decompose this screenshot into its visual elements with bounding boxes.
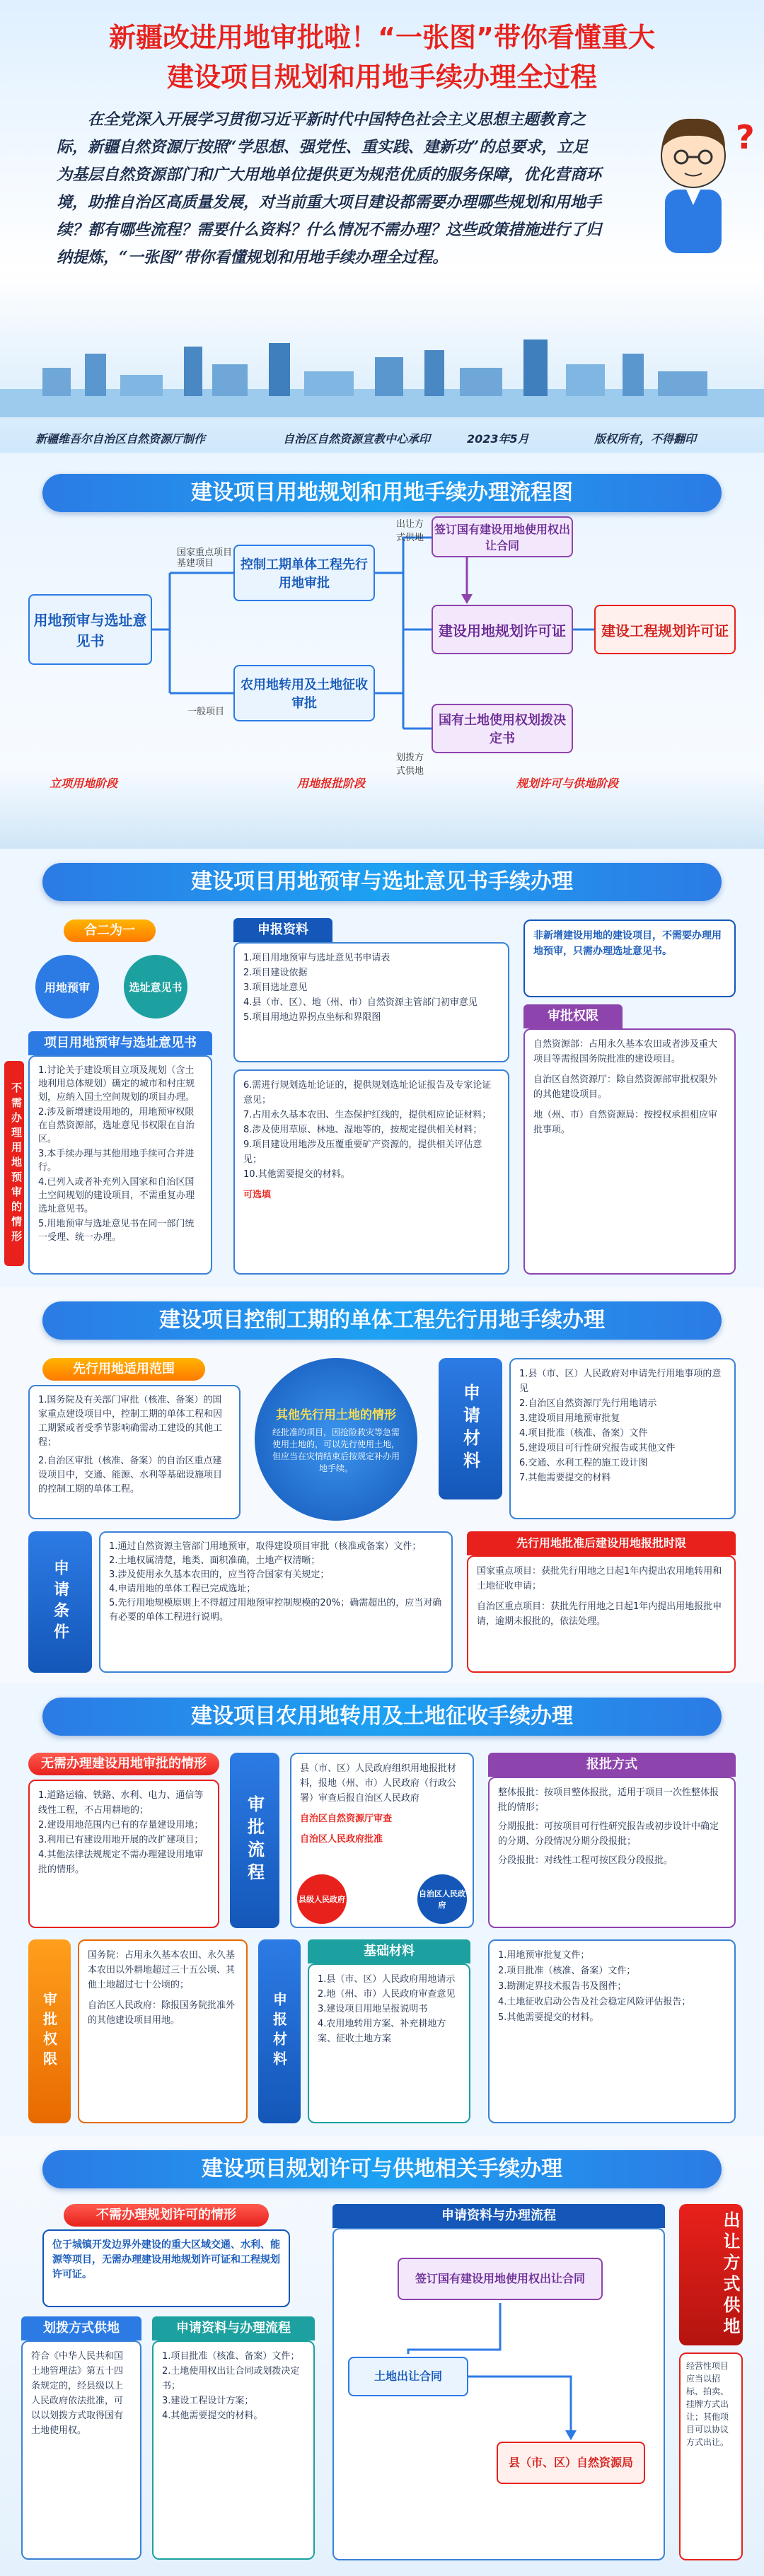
- sec3-basic-vertical: 申报材料: [258, 1939, 301, 2123]
- sec1-apply-line: 3.项目选址意见: [243, 982, 308, 993]
- sec4-sell-vertical: 出让方式供地: [679, 2204, 743, 2345]
- intro-text: 在全党深入开展学习贯彻习近平新时代中国特色社会主义思想主题教育之际，新疆自然资源厅按照“学思想、强党性、重实践、建新功”的总要求，立足为基层自然资源部门和广大用地单位提供更为规范优质的服务保障，优化营商环境，助推自治区高质量发展，对当前重大项目建设都需要办理哪些规划和用地手续？都有哪些流程？需要什么资料？什么情况不需办理？这些政策措施进行了归纳提炼，“一张图”带你看懂规划和用地手续办理全过程。: [57, 110, 602, 267]
- header-footer-bar: [0, 424, 764, 450]
- sec3-other-material-line: 2.项目批准（核准、备案）文件；: [498, 1966, 636, 1976]
- node-land-contract: 签订国有建设用地使用权出让合同: [432, 516, 573, 557]
- sec1-apply-box: [233, 942, 509, 1062]
- node-land-permit: 建设用地规划许可证: [432, 605, 573, 654]
- sec3-none-box: [28, 1780, 219, 1928]
- sec1-detail-box: [233, 1069, 509, 1275]
- sec3-circle-region: 自治区人民政府: [417, 1874, 467, 1924]
- sec1-box: [28, 1055, 212, 1275]
- sec4-material-box: [152, 2340, 315, 2560]
- sec3-report-line: 分期报批：可按项目可行性研究报告或初步设计中确定的分期、分段情况分期分段报批；: [498, 1821, 719, 1847]
- sec1-detail-line: 7.占用永久基本农田、生态保护红线的，提供相应论证材料；: [243, 1110, 492, 1120]
- sec1-circle-site: 选址意见书: [124, 955, 187, 1019]
- sec1-box-title: 项目用地预审与选址意见书: [28, 1031, 212, 1055]
- sec1-tag-combine: 合二为一: [64, 919, 156, 942]
- sec2-after-line: 自治区重点项目：获批先行用地之日起1年内提出用地报批申请，逾期未报批的，依法处理。: [477, 1601, 722, 1627]
- sec4-allot-box: [21, 2340, 141, 2560]
- sec2-cond-box: [99, 1531, 453, 1673]
- sec4-title: 建设项目规划许可与供地相关手续办理: [42, 2150, 722, 2188]
- main-title-line2: 建设项目规划和用地手续办理全过程: [166, 62, 597, 93]
- sec1-red-vertical: 不需办理用地预审的情形: [4, 1061, 24, 1266]
- sec3-basic-title: 基础材料: [308, 1939, 470, 1963]
- sec2-apply-line: 6.交通、水利工程的施工设计图: [519, 1458, 648, 1468]
- sec1-apply-line: 4.县（市、区）、地（州、市）自然资源主管部门初审意见: [243, 997, 478, 1008]
- sec2-cond-line: 3.涉及使用永久基本农田的，应当符合国家有关规定；: [109, 1570, 330, 1580]
- sec4-material-line: 3.建设工程设计方案；: [162, 2396, 254, 2406]
- sec4-section: [0, 2136, 764, 2576]
- sec2-scope-line: 2.自治区审批（核准、备案）的自治区重点建设项目中，交通、能源、水利等基础设施项目的控制工期的单体工程。: [38, 1456, 223, 1495]
- sec1-detail-line: 6.需进行规划选址论证的，提供规划选址论证报告及专家论证意见；: [243, 1080, 492, 1106]
- sec2-cond-vertical: 申请条件: [28, 1531, 92, 1673]
- footer-date: 2023年5月: [467, 432, 529, 446]
- sec4-tag-none: 不需办理规划许可的情形: [64, 2204, 269, 2227]
- sec1-apply-line: 5.项目用地边界拐点坐标和界限图: [243, 1012, 381, 1023]
- sec3-none-line: 4.其他法律法规规定不需办理建设用地审批的情形。: [38, 1850, 204, 1875]
- sec2-apply-line: 3.建设项目用地预审批复: [519, 1413, 620, 1424]
- sec2-tag-scope: 先行用地适用范围: [42, 1358, 205, 1381]
- sec4-material-line: 2.土地使用权出让合同或划拨决定书；: [162, 2366, 300, 2391]
- sec1-detail-line: 10.其他需要提交的材料。: [243, 1169, 350, 1180]
- sec3-basic-line: 2.地（州、市）人民政府审查意见: [318, 1989, 456, 2000]
- sec3-report-line: 整体报批：按项目整体报批，适用于项目一次性整体报批的情形；: [498, 1787, 719, 1813]
- svg-text:?: ?: [736, 118, 755, 156]
- sec2-apply-vertical: 申请材料: [439, 1358, 502, 1499]
- cartoon-thinking-icon: [637, 106, 755, 262]
- sec1-approve-line: 自然资源部：占用永久基本农田或者涉及重大项目等需报国务院批准的建设项目。: [533, 1039, 718, 1064]
- sec3-other-material-line: 5.其他需要提交的材料。: [498, 2012, 599, 2023]
- sec2-apply-box: [509, 1358, 736, 1519]
- sec4-allot-tab: 划拨方式供地: [21, 2316, 141, 2340]
- sec3-authority-vertical: 审批权限: [28, 1939, 71, 2123]
- sec1-box-line: 2.涉及新增建设用地的，用地预审权限在自然资源部，选址意见书权限在自治区。: [38, 1107, 195, 1144]
- sec4-allot-line: 符合《中华人民共和国土地管理法》第五十四条规定的，经县级以上人民政府依法批准，可以以划拨方式取得国有土地使用权。: [31, 2351, 124, 2436]
- stage-3: 规划许可与供地阶段: [516, 777, 619, 790]
- flow-title: 建设项目用地规划和用地手续办理流程图: [42, 474, 722, 512]
- sec3-section: [0, 1683, 764, 2136]
- sec2-apply-line: 4.项目批准（核准、备案）文件: [519, 1428, 648, 1439]
- sec1-section: [0, 849, 764, 1287]
- sec1-approve-box: [523, 1028, 736, 1275]
- sec4-material-line: 4.其他需要提交的材料。: [162, 2410, 263, 2421]
- sec3-other-material-line: 1.用地预审批复文件；: [498, 1950, 590, 1961]
- footer-maker: 新疆维吾尔自治区自然资源厅制作: [35, 432, 206, 446]
- sec4-flow-arrows: [334, 2229, 666, 2562]
- sec3-basic-line: 1.县（市、区）人民政府用地请示: [318, 1974, 456, 1985]
- label-allot: 划拨方式供地: [396, 753, 424, 777]
- sec2-cond-line: 2.土地权属清楚，地类、面积准确，土地产权清晰；: [109, 1555, 320, 1566]
- sec1-approve-line: 地（州、市）自然资源局：按授权承担相应审批事项。: [533, 1110, 718, 1135]
- sec2-apply-line: 7.其他需要提交的材料: [519, 1473, 611, 1483]
- footer-copyright: 版权所有，不得翻印: [594, 432, 697, 446]
- sec2-scope-line: 1.国务院及有关部门审批（核准、备案）的国家重点建设项目中，控制工期的单体工程和因工期紧或者受季节影响确需动工建设的其他工程；: [38, 1395, 223, 1448]
- sec2-other-title: 其他先行用土地的情形: [276, 1408, 396, 1422]
- sec1-box-line: 1.讨论关于建设项目立项及规划（含土地利用总体规划）确定的城市和村庄规划，应纳入国土空间规划的项目办理。: [38, 1065, 195, 1103]
- city-skyline-icon: [0, 340, 764, 417]
- stage-1: 立项用地阶段: [50, 777, 118, 790]
- flow-section: [0, 453, 764, 849]
- sec3-authority-line: 自治区人民政府：除报国务院批准外的其他建设项目用地。: [88, 2000, 236, 2026]
- sec3-other-material-line: 4.土地征收启动公告及社会稳定风险评估报告；: [498, 1997, 691, 2007]
- sec1-apply-line: 2.项目建设依据: [243, 968, 308, 978]
- header-section: [0, 0, 764, 453]
- sec3-center-vertical: 审批流程: [230, 1753, 279, 1928]
- sec3-other-materials-box: [488, 1939, 736, 2123]
- label-project-base: 基建项目: [177, 558, 214, 569]
- sec4-sell-box: [679, 2352, 743, 2560]
- sec3-circle-county: 县级人民政府: [297, 1874, 347, 1924]
- sec1-apply-line: 1.项目用地预审与选址意见书申请表: [243, 953, 390, 963]
- label-national-project: 国家重点项目: [177, 547, 233, 558]
- sec2-cond-line: 5.先行用地规模原则上不得超过用地预审控制规模的20%；确需超出的，应当对确有必要的单体工程进行说明。: [109, 1598, 442, 1623]
- node-control-period: 控制工期单体工程先行用地审批: [233, 545, 375, 601]
- sec3-title: 建设项目农用地转用及土地征收手续办理: [42, 1698, 722, 1736]
- node-allocation-decision: 国有土地使用权划拨决定书: [432, 704, 573, 753]
- sec2-after-box: [467, 1555, 736, 1673]
- footer-printer: 自治区自然资源宣教中心承印: [283, 432, 431, 446]
- sec4-gov-node: 县（市、区）自然资源局: [497, 2442, 645, 2484]
- sec4-material-tab: 申请资料与办理流程: [152, 2316, 315, 2340]
- sec2-cond-line: 1.通过自然资源主管部门用地预审，取得建设项目审批（核准或备案）文件；: [109, 1541, 422, 1552]
- sec3-other-material-line: 3.勘测定界技术报告书及图件；: [498, 1981, 627, 1992]
- sec1-title: 建设项目用地预审与选址意见书手续办理: [42, 863, 722, 901]
- sec3-tag-none: 无需办理建设用地审批的情形: [28, 1753, 219, 1775]
- sec4-center-node: 签订国有建设用地使用权出让合同: [398, 2258, 603, 2300]
- sec3-authority-box: [78, 1939, 248, 2123]
- sec2-cond-line: 4.申请用地的单体工程已完成选址；: [109, 1584, 256, 1594]
- sec1-circle-preliminary: 用地预审: [35, 955, 99, 1019]
- sec4-material-line: 1.项目批准（核准、备案）文件；: [162, 2351, 300, 2362]
- sec2-section: [0, 1287, 764, 1683]
- node-preliminary-review: 用地预审与选址意见书: [28, 594, 152, 665]
- sec1-box-line: 4.已列入或者补充列入国家和自治区国土空间规划的建设项目，不需重复办理选址意见书。: [38, 1177, 195, 1214]
- sec1-nonnew-box: 非新增建设用地的建设项目，不需要办理用地预审，只需办理选址意见书。: [523, 919, 736, 997]
- stage-2: 用地报批阶段: [297, 777, 366, 790]
- sec3-flow-line: 县（市、区）人民政府组织用地报批材料，报地（州、市）人民政府（行政公署）审查后报自治区人民政府: [300, 1763, 457, 1804]
- sec2-after-line: 国家重点项目：获批先行用地之日起1年内提出农用地转用和土地征收申请；: [477, 1566, 722, 1591]
- sec2-apply-line: 2.自治区自然资源厅先行用地请示: [519, 1398, 657, 1409]
- sec1-detail-line: 8.涉及使用草原、林地、湿地等的，按规定提供相关材料；: [243, 1125, 482, 1135]
- sec2-other-circle: [255, 1358, 417, 1521]
- sec3-report-title: 报批方式: [488, 1753, 736, 1777]
- sec3-report-line: 分段报批：对线性工程可按区段分段报批。: [498, 1855, 673, 1866]
- sec4-flow-tab: 申请资料与办理流程: [332, 2204, 665, 2228]
- sec1-apply-title: 申报资料: [233, 918, 332, 942]
- sec3-basic-line: 3.建设项目用地呈报说明书: [318, 2004, 428, 2014]
- sec1-approve-line: 自治区自然资源厅：除自然资源部审批权限外的其他建设项目。: [533, 1074, 718, 1100]
- sec1-approve-title: 审批权限: [523, 1004, 623, 1028]
- sec1-detail-line: 9.项目建设用地涉及压覆重要矿产资源的，提供相关评估意见；: [243, 1139, 482, 1165]
- sec3-basic-box: [308, 1963, 470, 2123]
- sec4-sell-line: 经营性项目应当以招标、拍卖、挂牌方式出让；其他项目可以协议方式出让。: [686, 2361, 729, 2447]
- sec3-flow-line: 自治区自然资源厅审查: [300, 1814, 393, 1824]
- sec4-left-node: 土地出让合同: [348, 2357, 468, 2396]
- node-farm-conversion: 农用地转用及土地征收审批: [233, 665, 375, 721]
- sec3-none-line: 2.建设用地范围内已有的存量建设用地；: [38, 1820, 204, 1831]
- sec4-none-box: 位于城镇开发边界外建设的重大区域交通、水利、能源等项目，无需办理建设用地规划许可证和工程规划许可证。: [42, 2229, 290, 2307]
- sec3-none-line: 1.道路运输、铁路、水利、电力、通信等线性工程，不占用耕地的；: [38, 1790, 204, 1816]
- node-engineering-permit: 建设工程规划许可证: [594, 605, 736, 654]
- sec2-scope-box: [28, 1385, 241, 1519]
- sec3-authority-line: 国务院：占用永久基本农田、永久基本农田以外耕地超过三十五公顷、其他土地超过七十公顷的；: [88, 1950, 236, 1990]
- sec2-after-title: 先行用地批准后建设用地报批时限: [467, 1531, 736, 1555]
- sec3-none-line: 3.利用已有建设用地开展的改扩建项目；: [38, 1835, 204, 1845]
- sec2-other-text: 经批准的项目，因抢险救灾等急需使用土地的，可以先行使用土地，但应当在灾情结束后按规定补办用地手续。: [272, 1427, 400, 1473]
- sec3-basic-line: 4.农用地转用方案、补充耕地方案、征收土地方案: [318, 2019, 446, 2044]
- sec2-title: 建设项目控制工期的单体工程先行用地手续办理: [42, 1301, 722, 1340]
- label-general-project: 一般项目: [187, 707, 225, 717]
- sec3-report-box: [488, 1777, 736, 1928]
- sec2-apply-line: 1.县（市、区）人民政府对申请先行用地事项的意见: [519, 1369, 722, 1394]
- sec1-box-line: 3.本手续办理与其他用地手续可合并进行。: [38, 1149, 195, 1173]
- sec3-flow-line: 自治区人民政府批准: [300, 1834, 383, 1845]
- sec1-note-optional: 可选填: [243, 1190, 272, 1200]
- sec1-box-line: 5.用地预审与选址意见书在同一部门统一受理、统一办理。: [38, 1219, 195, 1243]
- sec4-flow-box: [332, 2228, 665, 2560]
- label-sell: 出让方式供地: [396, 519, 424, 543]
- sec2-apply-line: 5.建设项目可行性研究报告或其他文件: [519, 1443, 676, 1454]
- main-title-line1: 新疆改进用地审批啦！“一张图”带你看懂重大: [109, 22, 655, 53]
